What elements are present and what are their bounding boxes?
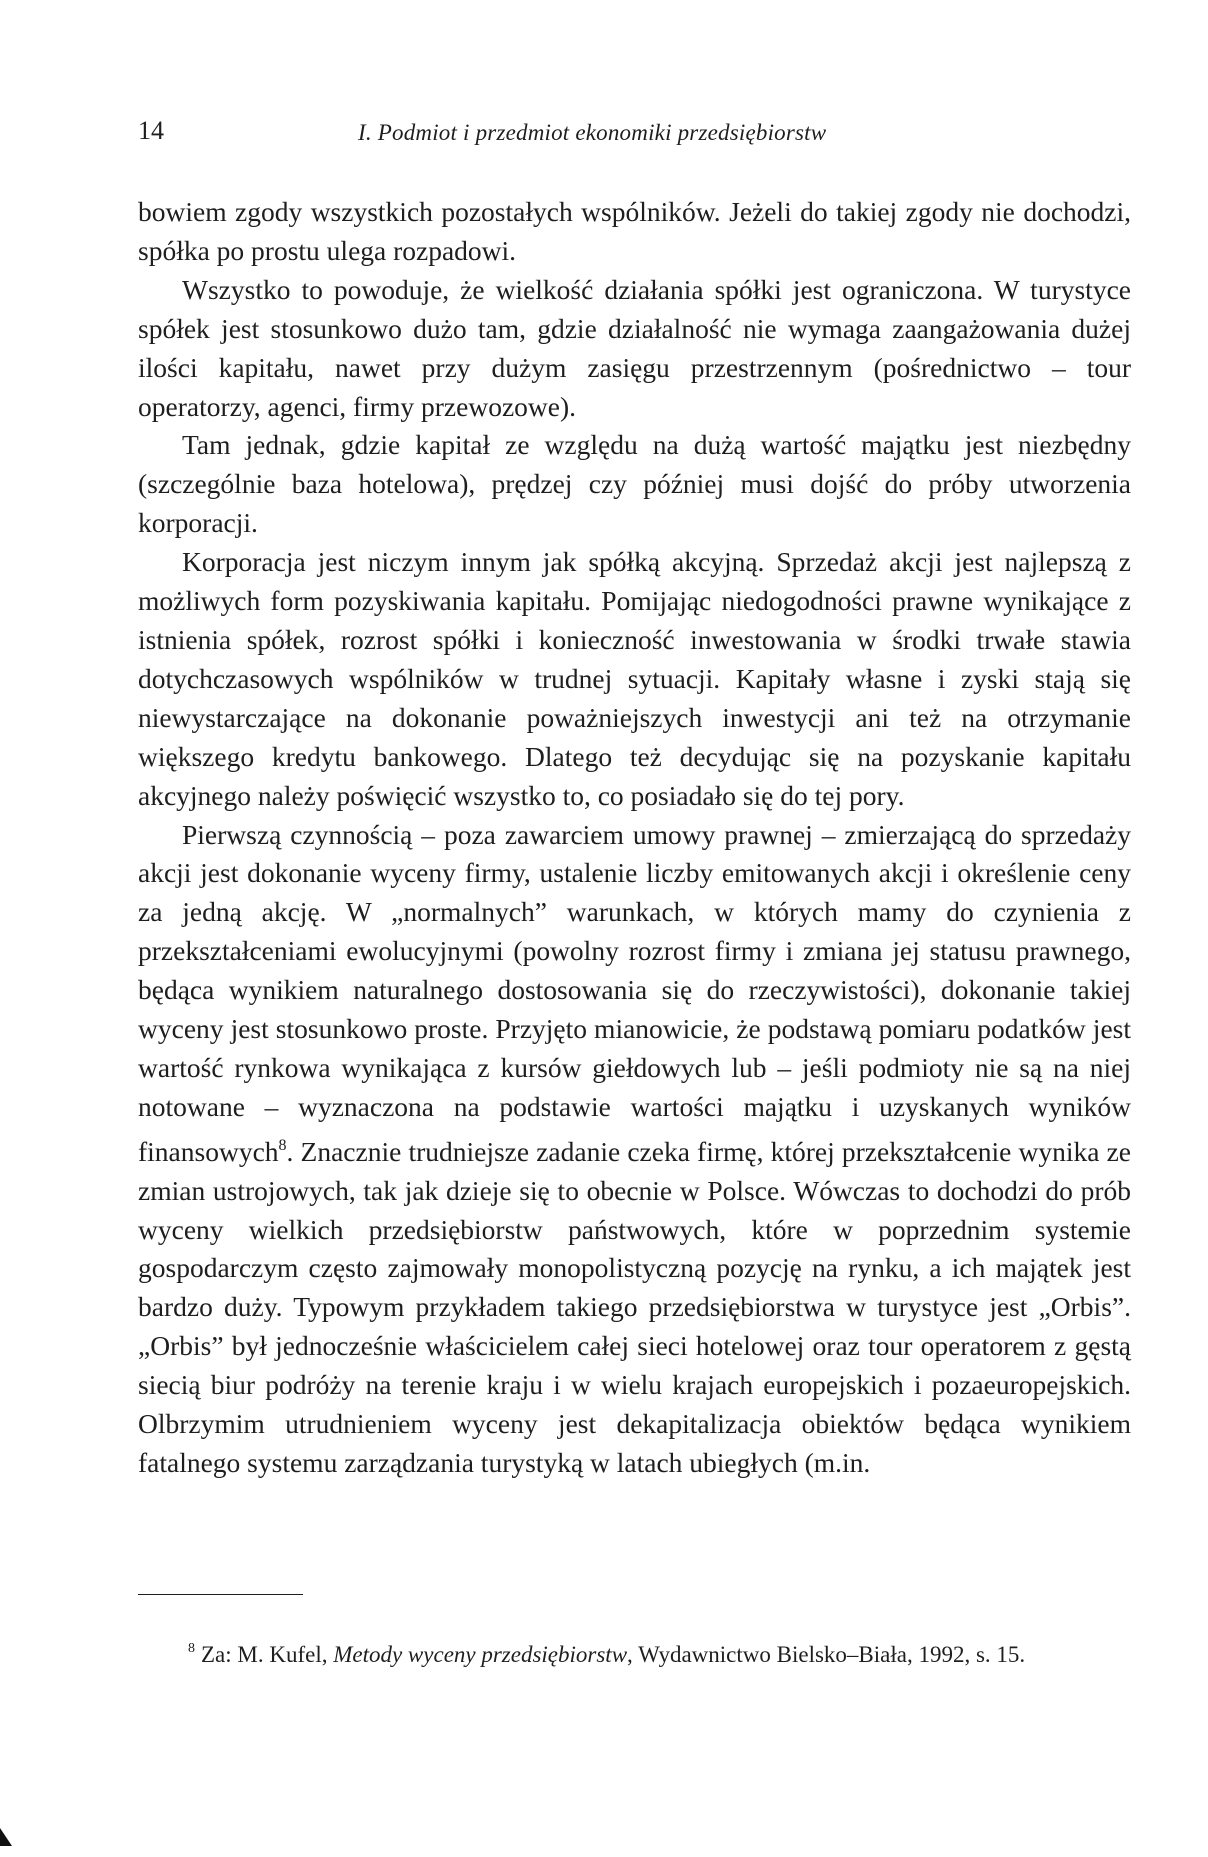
page-number: 14 [138, 116, 164, 145]
scan-corner-mark [0, 1828, 12, 1846]
footnote-reference: 8 [278, 1136, 287, 1154]
paragraph: Korporacja jest niczym innym jak spółką akcyjną. Sprzedaż akcji jest najlepszą z możliwych form pozyskiwania kapitału. Pomijając niedogodności prawne wynikające z istnienia spółek, rozrost spółki i konieczność inwestowania w środki trwałe stawia dotychczasowych wspólników w trudnej sytuacji. Kapitały własne i zyski stają się niewystarczające na dokonanie poważniejszych inwestycji ani też na otrzymanie większego kredytu bankowego. Dlatego też decydując się na pozyskanie kapitału akcyjnego należy poświęcić wszystko to, co posiadało się do tej pory. [138, 546, 1131, 811]
paragraph-text: Pierwszą czynnością – poza zawarciem umowy prawnej – zmierzającą do sprzedaży akcji jest dokonanie wyceny firmy, ustalenie liczby emitowanych akcji i określenie ceny za jedną akcję. W „normalnych” warunkach, w których mamy do czynienia z przekształceniami ewolucyjnymi (powolny rozrost firmy i zmiana jej statusu prawnego, będąca wynikiem naturalnego dostosowania się do rzeczywistości), dokonanie takiej wyceny jest stosunkowo proste. Przyjęto mianowicie, że podstawą pomiaru podatków jest wartość rynkowa wynikająca z kursów giełdowych lub – jeśli podmioty nie są na niej notowane – wyznaczona na podstawie wartości majątku i uzyskanych wyników finansowych [138, 818, 1131, 1167]
paragraph-continuation: . Znacznie trudniejsze zadanie czeka firmę, której przekształcenie wynika ze zmian ustrojowych, tak jak dzieje się to obecnie w Polsce. Wówczas to dochodzi do prób wyceny wielkich przedsiębiorstw państwowych, które w poprzednim systemie gospodarczym często zajmowały monopolistyczną pozycję na rynku, a ich majątek jest bardzo duży. Typowym przykładem takiego przedsiębiorstwa w turystyce jest „Orbis”. „Orbis” był jednocześnie właścicielem całej sieci hotelowej oraz tour operatorem z gęstą siecią biur podróży na terenie kraju i w wielu krajach europejskich i pozaeuropejskich. Olbrzymim utrudnieniem wyceny jest dekapitalizacja obiektów będąca wynikiem fatalnego systemu zarządzania turystyką w latach ubiegłych (m.in. [138, 1135, 1131, 1478]
paragraph: Tam jednak, gdzie kapitał ze względu na dużą wartość majątku jest niezbędny (szczególnie baza hotelowa), prędzej czy później musi dojść do próby utworzenia korporacji. [138, 429, 1131, 539]
footnote-title: Metody wyceny przedsiębiorstw [333, 1642, 628, 1667]
page-header [138, 116, 1088, 156]
paragraph: Wszystko to powoduje, że wielkość działania spółki jest ograniczona. W turystyce spółek jest stosunkowo dużo tam, gdzie działalność nie wymaga zaangażowania dużej ilości kapitału, nawet przy dużym zasięgu przestrzennym (pośrednictwo – tour operatorzy, agenci, firmy przewozowe). [138, 273, 1131, 422]
footnote-suffix: , Wydawnictwo Bielsko–Biała, 1992, s. 15. [627, 1642, 1026, 1667]
body-text [138, 193, 1131, 1483]
paragraph [138, 816, 1131, 1483]
footnote [138, 1630, 1131, 1673]
footnote-number: 8 [188, 1641, 195, 1656]
paragraph: bowiem zgody wszystkich pozostałych wspólników. Jeżeli do takiej zgody nie dochodzi, spółka po prostu ulega rozpadowi. [138, 196, 1131, 266]
running-head: I. Podmiot i przedmiot ekonomiki przedsiębiorstw [358, 120, 827, 145]
footnote-prefix: Za: M. Kufel, [201, 1642, 334, 1667]
footnote-separator [138, 1594, 303, 1595]
